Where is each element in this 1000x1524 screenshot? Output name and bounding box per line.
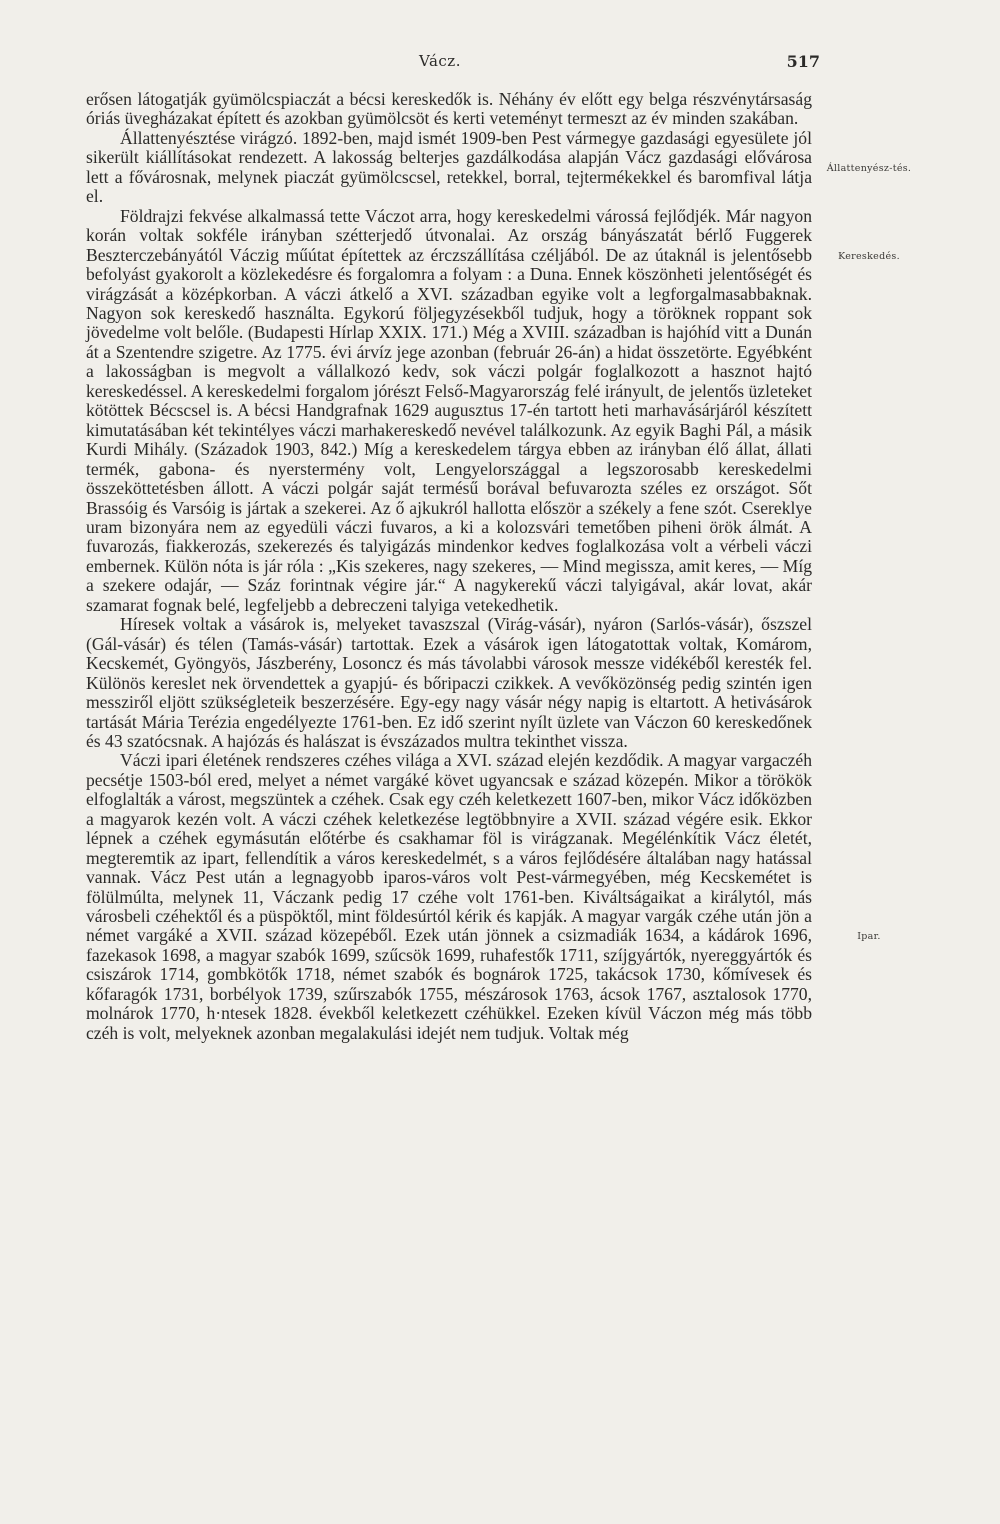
body-text — [86, 90, 812, 1043]
paragraph-industry: Váczi ipari életének rendszeres czéhes világa a XVI. század elején kezdődik. A magyar vargaczéh pecsétje 1503-ból ered, melyet a német vargáké követ ugyancsak e század közepén. Mikor a törökök elfoglalták a várost, megszüntek a czéhek. Csak egy czéh keletkezett 1607-ben, mikor Vácz időközben a magyarok kezén volt. A váczi czéhek keletkezése legtöbbnyire a XVII. század végére esik. Ekkor lépnek a czéhek egymásután előtérbe és csakhamar föl is virágzanak. Megélénkítik Vácz életét, megteremtik az ipart, fellendítik a város kereskedelmét, s a város fejlődésére általában nagy hatással vannak. Vácz Pest után a legnagyobb iparos-város volt Pest-vármegyében, még Kecskemétet is fölülmúlta, melynek 11, Váczank pedig 17 czéhe volt 1761-ben. Kiváltságaikat a királytól, más városbeli czéhektől és a püspöktől, mint földesúrtól kérik és kapják. A magyar vargák czéhe után jön a német vargáké a XVII. század közepéből. Ezek után jönnek a csizmadiák 1634, a kádárok 1696, fazekasok 1698, a magyar szabók 1699, szűcsök 1699, ruhafestők 1711, szíjgyártók, nyereggyártók és csiszárok 1714, gombkötők 1718, német szabók és bognárok 1725, takácsok 1730, kőmívesek és kőfaragók 1731, borbélyok 1739, szűrszabók 1755, mészárosok 1763, ácsok 1767, asztalosok 1770, molnárok 1770, h·ntesek 1828. évekből keletkezett czéhükkel. Ezeken kívül Váczon még más több czéh is volt, melyeknek azonban megalakulási idejét nem tudjuk. Voltak még — [86, 750, 812, 1043]
paragraph-trade: Földrajzi fekvése alkalmassá tette Váczot arra, hogy kereskedelmi várossá fejlődjék. Már nagyon korán voltak sokféle irányban szétterjedő útvonalai. Az ország bányászatát bérlő Fuggerek Beszterczebányától Váczig műútat építettek az érczszállítása czéljából. De az útaknál is jelentősebb befolyást gyakorolt a közlekedésre és forgalomra a folyam : a Duna. Ennek köszönheti jelentőségét és virágzását a középkorban. A váczi átkelő a XVI. században egyike volt a legforgalmasabbaknak. Nagyon sok kereskedő használta. Egykorú följegyzésekből tudjuk, hogy a töröknek roppant sok jövedelme volt belőle. (Budapesti Hírlap XXIX. 171.) Még a XVIII. században is hajóhíd vitt a Dunán át a Szentendre szigetre. Az 1775. évi árvíz jege azonban (február 26-án) a hidat összetörte. Egyébként a lakosságban is megvolt a vállalkozó kedv, sok váczi polgár foglalkozott a hasznot hajtó kereskedéssel. A kereskedelmi forgalom jórészt Felső-Magyarország felé irányult, de jelentős üzleteket kötöttek Bécscsel is. A bécsi Handgrafnak 1629 augusztus 17-én tartott heti marhavásárjáról készített kimutatásában két tekintélyes váczi marhakereskedő nevével találkozunk. Az egyik Baghi Pál, a másik Kurdi Mihály. (Századok 1903, 842.) Míg a kereskedelem tárgya ebben az irányban élő állat, állati termék, gabona- és nyerstermény volt, Lengyelországgal a legszorosabb kereskedelmi összeköttetésben állott. A váczi polgár saját termésű borával befuvarozta széles ez országot. Sőt Brassóig és Varsóig is jártak a szekerei. Az ő ajkukról hallotta először a székely a fene szót. Csereklye uram bizonyára nem az egyedüli váczi fuvaros, a ki a kolozsvári temetőben piheni örök álmát. A fuvarozás, fiakkerozás, szekerezés és talyigázás mindenkor kedves foglalkozása volt a vérbeli váczi embernek. Külön nóta is jár róla : „Kis szekeres, nagy szekeres, — Mind megissza, amit keres, — Míg a szekere odajár, — Száz forintnak végire jár.“ A nagykerekű váczi talyigával, akár lovat, akár szamarat fognak belé, legfeljebb a debreczeni talyiga vetekedhetik. — [86, 205, 812, 615]
page-number: 517 — [786, 52, 820, 71]
paragraph-animal-husbandry: Állattenyésztése virágzó. 1892-ben, majd ismét 1909-ben Pest vármegye gazdasági egyesülete jól sikerült kiállításokat rendezett. A lakosság belterjes gazdálkodása alapján Vácz gazdasági elővárosa lett a fővárosnak, melynek piaczát gyümölcscsel, retekkel, borral, tejtermékekkel és baromfival látja el. — [86, 127, 812, 207]
running-title: Vácz. — [419, 52, 461, 70]
paragraph-fairs: Híresek voltak a vásárok is, melyeket tavaszszal (Virág-vásár), nyáron (Sarlós-vásár), őszszel (Gál-vásár) és télen (Tamás-vásár) tartottak. Ezek a vásárok igen látogatottak voltak, Komárom, Kecskemét, Gyöngyös, Jászberény, Losoncz és más távolabbi városok messze vidékéből keresték fel. Különös kereslet nek örvendettek a gyapjú- és bőripaczi czikkek. A vevőközönség pedig szintén igen messziről eljött szükségleteik beszerzésére. Egy-egy nagy vásár négy napig is eltartott. A hetivásárok tartását Mária Terézia engedélyezte 1761-ben. Ez idő szerint nyílt üzlete van Váczon 60 kereskedőnek és 43 szatócsnak. A hajózás és halászat is évszázados multra tekinthet vissza. — [86, 614, 812, 751]
margin-note-kereskedes: Kereskedés. — [838, 251, 900, 262]
paragraph-gardening: erősen látogatják gyümölcspiaczát a bécsi kereskedők is. Néhány év előtt egy belga részvénytársaság óriás üvegházakat épített és azokban gyümölcsöt és kerti veteményt termeszt az év minden szakában. — [86, 89, 812, 129]
margin-note-allattenyesztes: Állattenyész-tés. — [826, 163, 912, 174]
margin-note-ipar: Ipar. — [857, 931, 881, 942]
